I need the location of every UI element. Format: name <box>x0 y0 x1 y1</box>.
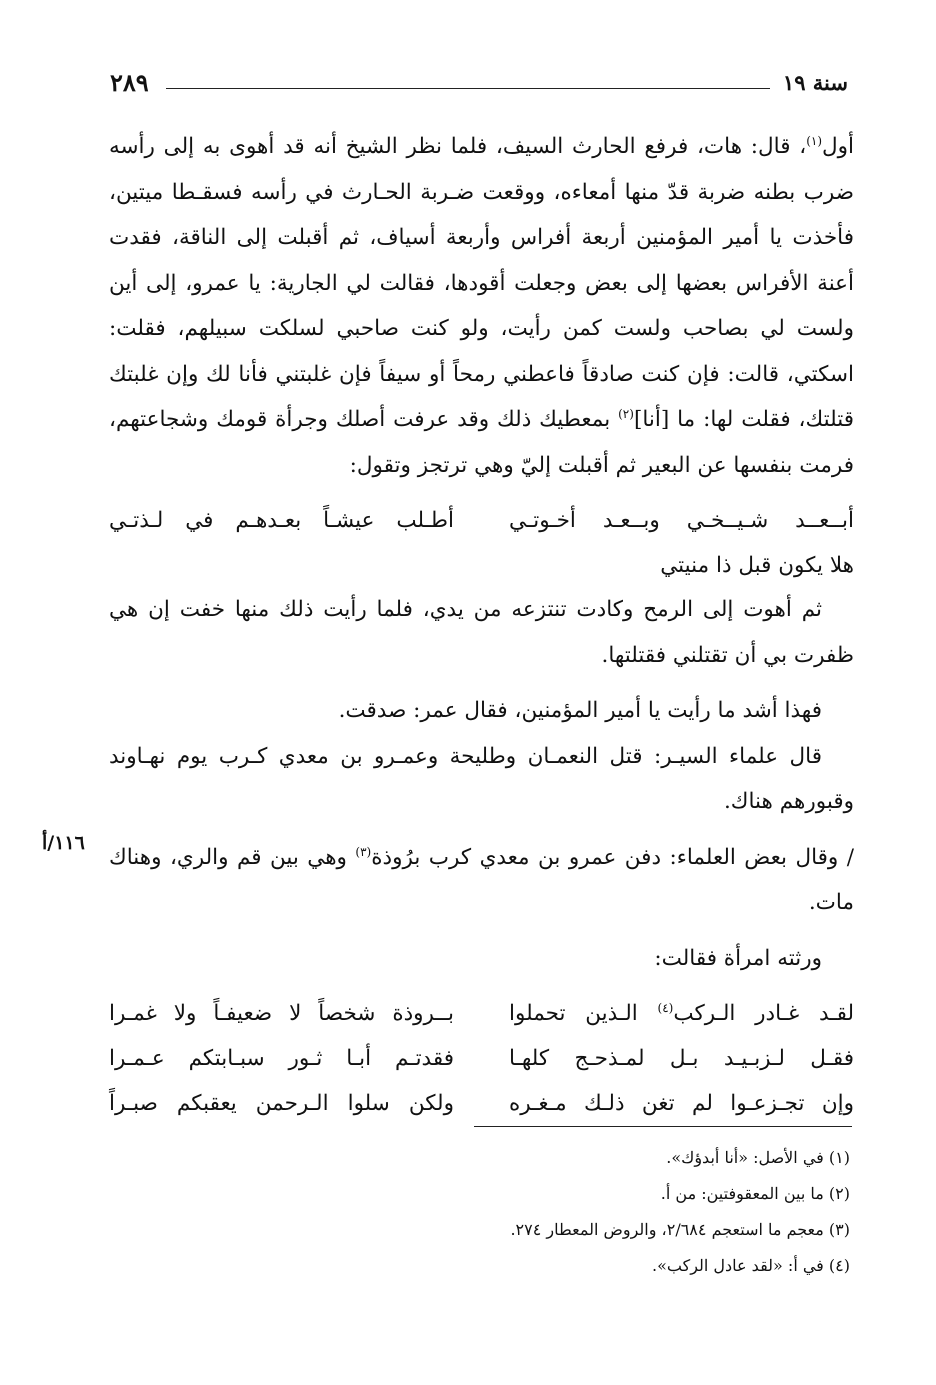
verse-hemistich-right: أبــعــد شـيــخـي وبــعـد أخـوتـي <box>509 508 854 533</box>
footnote-rule <box>474 1126 852 1127</box>
poem-text: لقـد غـادر الـركب <box>673 1001 854 1026</box>
manuscript-folio-marker: ١١٦/أ <box>42 832 85 854</box>
paragraph-text: / وقال بعض العلماء: دفن عمرو بن معدي كرب برُوذة <box>371 844 854 870</box>
poem-hemistich-right: فقـل لـزبـيـد بـل لمـذحـج كلهـا <box>509 1046 854 1071</box>
footnote-3: (٣) معجم ما استعجم ٢/٦٨٤، والروض المعطار ٢٧٤. <box>510 1220 850 1239</box>
poem-verse <box>109 1036 854 1081</box>
main-text <box>109 124 854 1126</box>
poem-hemistich-left: ولكن سلوا الـرحمن يعقبكم صبـراً <box>109 1091 454 1116</box>
paragraph-4: قال علماء السيـر: قتل النعمـان وطليحة وعمـرو بن معدي كـرب يوم نهـاوند وقبورهم هناك. <box>109 743 854 814</box>
paragraph-text: وهي بين قم والري، وهناك مات. <box>109 844 854 915</box>
verse-line <box>109 498 854 543</box>
paragraph-2: ثم أهوت إلى الرمح وكادت تنتزعه من يدي، فلما رأيت ذلك منها خفت إن هي ظفرت بي أن تقتلني فقتلتها. <box>109 597 854 668</box>
footnote-2: (٢) ما بين المعقوفتين: من أ. <box>660 1184 850 1203</box>
header-rule <box>166 88 770 89</box>
page-number: ٢٨٩ <box>110 68 149 97</box>
paragraph-1 <box>109 124 854 488</box>
footnotes <box>150 1140 850 1284</box>
paragraph-3: فهذا أشد ما رأيت يا أمير المؤمنين، فقال عمر: صدقت. <box>338 698 822 723</box>
poem-text: الـذين تحملوا <box>509 1001 658 1026</box>
paragraph-text: أول <box>822 134 854 159</box>
poem-hemistich-right: وإن تجـزعـوا لم تغن ذلـك مـغـره <box>509 1091 854 1116</box>
poem-verse <box>109 991 854 1036</box>
poem-verse <box>109 1081 854 1126</box>
footnote-ref-3[interactable]: (٣) <box>355 844 372 859</box>
verse-line-single: هلا يكون قبل ذا منيتي <box>660 553 854 578</box>
page-header <box>110 70 848 106</box>
footnote-ref-4[interactable]: (٤) <box>657 1000 674 1015</box>
footnote-1: (١) في الأصل: «أنا أبدؤك». <box>666 1148 850 1167</box>
paragraph-5 <box>109 835 854 926</box>
footnote-4: (٤) في أ: «لقد عادل الركب». <box>651 1256 850 1275</box>
running-head-year: سنة ١٩ <box>782 70 848 95</box>
footnote-ref-1[interactable]: (١) <box>806 133 823 148</box>
paragraph-text: بمعطيك ذلك وقد عرفت أصلك وجرأة قومك وشجاعتهم، فرمت بنفسها عن البعير ثم أقبلت إليّ وهي ترتجز وتقول: <box>109 407 854 478</box>
poem-hemistich-left: بــروذة شخصاً لا ضعيفـاً ولا غمـرا <box>109 1001 454 1026</box>
paragraph-text: ، قال: هات، فرفع الحارث السيف، فلما نظر الشيخ أنه قد أهوى به إلى رأسه ضرب بطنه ضربة قدّ منها أمعاءه، ووقعت ضـربة الحـارث في رأسه فسقـطا ميتين، فأخذت يا أمير المؤمنين أربعة أفراس وأربعة أسياف، ثم أقبلت إلى الناقة، فقدت أعنة الأفراس بعضها إلى بعض وجعلت أقودها، فقالت لي الجارية: يا عمرو، إلى أين ولست لي بصاحب ولست كمن رأيت، ولو كنت صاحبي لسلكت سبيلهم، فقلت: اسكتي، قالت: فإن كنت صادقاً فاعطني رمحاً أو سيفاً فإن غلبتني فأنا لك وإن غلبتك قتلتك، فقلت لها: ما [أنا] <box>109 134 854 432</box>
poem <box>109 991 854 1126</box>
paragraph-6: ورثته امرأة فقالت: <box>654 945 822 971</box>
verse-hemistich-left: أطـلب عيشـاً بعـدهـم في لـذتـي <box>109 508 454 533</box>
poem-hemistich-left: فقدتـم أبـا ثـور سبـابتكم عـمـرا <box>109 1046 454 1071</box>
footnote-ref-2[interactable]: (٢) <box>618 406 634 421</box>
poem-hemistich-right <box>509 991 854 1036</box>
